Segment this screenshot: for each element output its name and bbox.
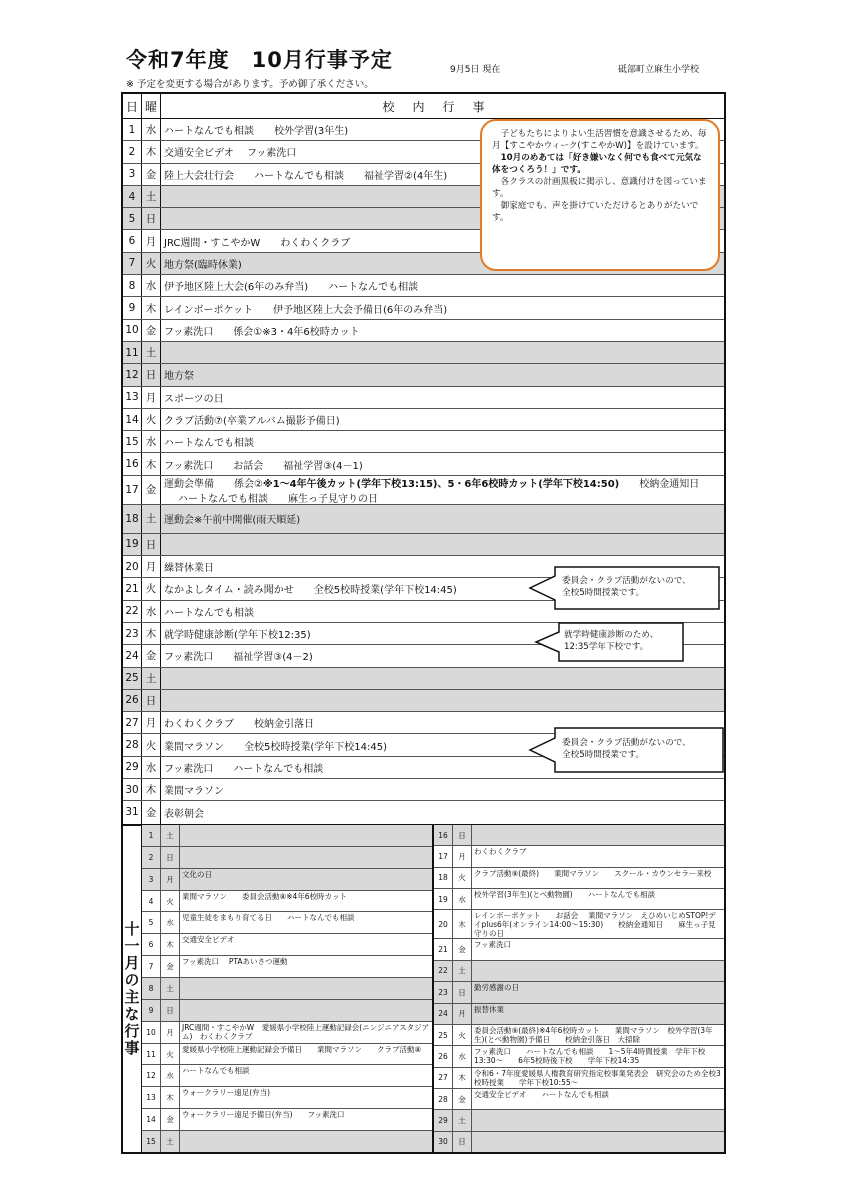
event-text: 業間マラソン [164,786,224,798]
event-text: 表彰朝会 [164,808,204,820]
weekday-cell: 土 [161,1131,180,1152]
november-row [142,978,432,1000]
weekday-cell: 月 [453,1004,472,1024]
note-text-4: 御家庭でも、声を掛けていただけるとありがたいです。 [492,201,699,223]
november-row [434,1089,724,1110]
day-cell: 9 [142,1000,161,1021]
weekday-cell: 月 [142,230,161,251]
event-cell: 勤労感謝の日 [474,983,519,993]
callout-text: 就学時健康診断のため、 [564,630,659,640]
november-row [142,1000,432,1022]
weekday-cell: 水 [161,1065,180,1086]
event-cell: 交通安全ビデオ [182,935,235,945]
event-text: クラブ活動⑦(卒業アルバム撮影予備日) [164,416,340,427]
day-cell: 2 [142,847,161,868]
weekday-cell: 日 [161,847,180,868]
day-cell: 29 [434,1110,453,1130]
event-text: わくわくクラブ 校納金引落日 [164,719,314,731]
november-schedule-table [121,824,726,1154]
note-text-1: 子どもたちによりよい生活習慣を意識させるため、毎月【すこやかウィーク(すこやかW)】を設けています。 [492,129,707,151]
weekday-cell: 水 [142,119,161,140]
day-cell: 26 [123,690,142,711]
day-cell: 21 [434,939,453,959]
november-row [142,956,432,978]
weekday-cell: 土 [453,1110,472,1130]
sukoyaka-week-note [480,119,720,271]
day-cell: 30 [434,1132,453,1152]
event-cell: 校外学習(3年生)(とべ動物園) ハートなんでも相談 [474,890,656,900]
event-cell: レインボーポケット お話会 業間マラソン えひめいじめSTOP!デイplus6年(オンライン14:00～15:30) 校納金通知日 麻生っ子見守りの日 [474,911,716,939]
callout-oct-21 [528,566,720,610]
event-text: 繰替休業日 [164,563,214,575]
event-cell: 業間マラソン 委員会活動⑧※4年6校時カット [182,891,347,901]
weekday-cell: 水 [142,757,161,778]
day-cell: 7 [142,956,161,977]
event-text: 運動会※午前中開催(雨天順延) [164,515,301,527]
header-events: 校内行事 [382,99,503,114]
weekday-cell: 日 [453,1132,472,1152]
day-cell: 13 [123,387,142,408]
weekday-cell: 金 [142,164,161,185]
weekday-cell: 火 [453,868,472,888]
day-cell: 13 [142,1087,161,1108]
event-cell: ハートなんでも相談 [182,1066,250,1076]
weekday-cell: 月 [142,387,161,408]
callout-text: 全校5時間授業です。 [562,588,645,598]
day-cell: 17 [434,846,453,866]
weekday-cell: 火 [142,409,161,430]
note-paragraph [492,152,708,176]
october-row [123,779,724,801]
event-cell [161,779,724,800]
day-cell: 11 [142,1044,161,1065]
weekday-cell: 火 [161,891,180,912]
day-cell: 24 [434,1004,453,1024]
day-cell: 1 [142,825,161,846]
weekday-cell: 金 [142,645,161,666]
day-cell: 10 [142,1022,161,1043]
event-cell: 振替休業 [474,1004,504,1014]
november-left-column [142,825,434,1152]
october-row [123,342,724,364]
event-cell: 令和6・7年度愛媛県人権教育研究指定校事業発表会 研究会のため全校3校時授業 学年下校10:55～ [474,1068,721,1087]
event-cell: 愛媛県小学校陸上運動記録会予備日 業間マラソン クラブ活動⑧ [182,1044,422,1054]
callout-oct-28 [528,727,724,773]
october-row [123,505,724,534]
weekday-cell: 土 [161,825,180,846]
weekday-cell: 木 [142,453,161,474]
day-cell: 12 [123,364,142,385]
weekday-cell: 日 [142,534,161,555]
event-cell [180,1000,432,1021]
weekday-cell: 水 [142,275,161,296]
change-notice: ※ 予定を変更する場合があります。予め御了承ください。 [126,79,374,90]
event-cell: フッ素洗口 ハートなんでも相談 1～5年4時間授業 学年下校13:30～ 6年5校時後下校 学年下校14:35 [474,1047,706,1066]
event-text: フッ素洗口 係会①※3・4年6校時カット [164,326,360,338]
weekday-cell: 日 [453,982,472,1002]
october-row [123,275,724,297]
event-text: 交通安全ビデオ フッ素洗口 [164,148,297,160]
weekday-cell: 土 [142,342,161,363]
day-cell: 26 [434,1046,453,1066]
event-text: フッ素洗口 ハートなんでも相談 [164,763,324,775]
weekday-cell: 火 [142,734,161,755]
event-cell: フッ素洗口 PTAあいさつ運動 [182,957,288,967]
weekday-cell: 月 [142,712,161,733]
november-row [142,1131,432,1152]
event-cell: 委員会活動⑨(最終)※4年6校時カット 業間マラソン 校外学習(3年生)(とべ動物園)予備日 校納金引落日 大掃除 [474,1025,713,1044]
day-cell: 18 [434,868,453,888]
weekday-cell: 木 [142,779,161,800]
weekday-cell: 木 [142,623,161,644]
day-cell: 16 [123,453,142,474]
day-cell: 7 [123,253,142,274]
event-cell: JRC週間・すこやかW 愛媛県小学校陸上運動記録会(ニンジニアスタジアム) わくわくクラブ [182,1022,430,1041]
event-text: ハートなんでも相談 [164,438,254,450]
day-cell: 22 [434,961,453,981]
weekday-cell: 日 [142,208,161,229]
day-cell: 23 [434,982,453,1002]
event-text-line2: ハートなんでも相談 麻生っ子見守りの日 [178,493,378,504]
event-text: 地方祭(臨時休業) [164,259,242,271]
october-row [123,387,724,409]
event-cell [161,409,724,430]
november-row [434,910,724,939]
day-cell: 4 [123,186,142,207]
callout-text: 全校5時間授業です。 [562,750,645,760]
event-cell [180,825,432,846]
november-row [142,825,432,847]
event-cell [180,978,432,999]
october-row [123,364,724,386]
event-text: ハートなんでも相談 [164,607,254,619]
day-cell: 6 [123,230,142,251]
event-cell [161,453,724,474]
weekday-cell: 木 [161,934,180,955]
event-cell [161,342,724,363]
day-cell: 15 [142,1131,161,1152]
october-row [123,297,724,319]
page-title: 令和7年度 10月行事予定 [126,48,393,72]
november-row [142,912,432,934]
day-cell: 23 [123,623,142,644]
event-cell: ウォークラリー遠足予備日(弁当) フッ素洗口 [182,1110,345,1120]
event-cell [161,476,724,504]
october-row [123,431,724,453]
weekday-cell: 木 [453,910,472,938]
event-cell [472,1110,724,1130]
day-cell: 19 [123,534,142,555]
weekday-cell: 日 [453,825,472,845]
day-cell: 10 [123,320,142,341]
day-cell: 31 [123,801,142,823]
day-cell: 20 [434,910,453,938]
weekday-cell: 火 [453,1025,472,1045]
weekday-cell: 水 [142,431,161,452]
event-cell: 児童生徒をまもり育てる日 ハートなんでも相談 [182,913,355,923]
event-cell [161,668,724,689]
event-text: 伊予地区陸上大会(6年のみ弁当) ハートなんでも相談 [164,282,419,294]
weekday-cell: 土 [161,978,180,999]
weekday-cell: 土 [453,961,472,981]
event-text: フッ素洗口 福祉学習③(4－2) [164,652,313,664]
day-cell: 30 [123,779,142,800]
event-cell: 交通安全ビデオ ハートなんでも相談 [474,1089,609,1099]
october-row [123,320,724,342]
header-day: 日 [123,94,142,118]
november-row [434,846,724,867]
weekday-cell: 月 [161,869,180,890]
november-row [142,1109,432,1131]
event-cell [472,961,724,981]
weekday-cell: 木 [161,1087,180,1108]
october-row [123,453,724,475]
event-cell [161,505,724,533]
weekday-cell: 日 [161,1000,180,1021]
october-row [123,801,724,823]
november-row [434,939,724,960]
weekday-cell: 月 [453,846,472,866]
day-cell: 6 [142,934,161,955]
callout-text: 12:35学年下校です。 [564,642,649,652]
event-text: スポーツの日 [164,393,224,405]
weekday-cell: 火 [142,253,161,274]
november-row [142,1044,432,1066]
weekday-cell: 金 [453,939,472,959]
event-cell [472,825,724,845]
october-row [123,534,724,556]
november-row [434,982,724,1003]
november-row [434,1132,724,1152]
october-row [123,409,724,431]
note-paragraph [492,176,708,200]
november-row [434,825,724,846]
weekday-cell: 木 [142,141,161,162]
event-cell [161,801,724,823]
day-cell: 16 [434,825,453,845]
weekday-cell: 水 [453,889,472,909]
callout-text: 委員会・クラブ活動がないので、 [562,576,691,586]
callout-text: 委員会・クラブ活動がないので、 [562,738,691,748]
as-of-date: 9月5日 現在 [450,65,501,75]
event-text: 業間マラソン 全校5校時授業(学年下校14:45) [164,741,387,753]
event-text: ハートなんでも相談 校外学習(3年生) [164,126,349,138]
weekday-cell: 火 [142,578,161,599]
day-cell: 3 [142,869,161,890]
day-cell: 28 [434,1089,453,1109]
note-text-3: 各クラスの計画黒板に掲示し、意識付けを図っています。 [492,177,707,199]
day-cell: 8 [142,978,161,999]
day-cell: 21 [123,578,142,599]
weekday-cell: 金 [142,320,161,341]
event-cell [161,297,724,318]
november-row [142,1065,432,1087]
day-cell: 27 [123,712,142,733]
november-row [434,961,724,982]
day-cell: 4 [142,891,161,912]
day-cell: 9 [123,297,142,318]
event-cell [180,1131,432,1152]
november-row [142,869,432,891]
weekday-cell: 水 [453,1046,472,1066]
day-cell: 19 [434,889,453,909]
note-paragraph [492,128,708,152]
day-cell: 11 [123,342,142,363]
weekday-cell: 木 [453,1068,472,1088]
event-cell [161,690,724,711]
event-cell: フッ素洗口 [474,940,511,950]
weekday-cell: 水 [142,601,161,622]
note-paragraph [492,200,708,224]
event-text: なかよしタイム・読み聞かせ 全校5校時授業(学年下校14:45) [164,585,457,597]
day-cell: 29 [123,757,142,778]
day-cell: 25 [434,1025,453,1045]
school-name: 砥部町立麻生小学校 [618,65,700,75]
day-cell: 14 [142,1109,161,1130]
event-cell: ウォークラリー遠足(弁当) [182,1088,271,1098]
note-text-2: 10月のめあては「好き嫌いなく何でも食べて元気な体をつくろう！」です。 [492,153,702,175]
header-weekday: 曜 [142,94,161,118]
november-row [434,1110,724,1131]
event-text: 地方祭 [164,371,194,383]
day-cell: 25 [123,668,142,689]
day-cell: 1 [123,119,142,140]
day-cell: 5 [123,208,142,229]
november-row [142,1087,432,1109]
november-row [434,1004,724,1025]
day-cell: 5 [142,912,161,933]
november-row [142,891,432,913]
event-text: 就学時健康診断(学年下校12:35) [164,630,311,642]
day-cell: 14 [123,409,142,430]
weekday-cell: 土 [142,186,161,207]
day-cell: 27 [434,1068,453,1088]
november-row [434,1068,724,1089]
day-cell: 12 [142,1065,161,1086]
day-cell: 18 [123,505,142,533]
event-cell [161,364,724,385]
october-row [123,668,724,690]
event-text: 陸上大会壮行会 ハートなんでも相談 福祉学習②(4年生) [164,170,448,182]
weekday-cell: 土 [142,505,161,533]
event-cell: 文化の日 [182,869,212,879]
event-cell [161,534,724,555]
event-text: 運動会準備 係会②※1～4年午後カット(学年下校13:15)、5・6年6校時カット(学年下校14:50) 校納金通知日 [164,478,700,490]
day-cell: 20 [123,556,142,577]
event-cell: わくわくクラブ [474,847,527,857]
weekday-cell: 金 [161,1109,180,1130]
november-row [142,934,432,956]
november-row [142,847,432,869]
day-cell: 22 [123,601,142,622]
november-row [434,1046,724,1067]
weekday-cell: 土 [142,668,161,689]
event-cell [161,387,724,408]
weekday-cell: 木 [142,297,161,318]
weekday-cell: 月 [142,556,161,577]
day-cell: 24 [123,645,142,666]
weekday-cell: 火 [161,1044,180,1065]
november-row [142,1022,432,1044]
day-cell: 15 [123,431,142,452]
event-text: JRC週間・すこやかW わくわくクラブ [164,237,351,249]
weekday-cell: 金 [453,1089,472,1109]
event-text: フッ素洗口 お話会 福祉学習③(4－1) [164,460,363,472]
day-cell: 17 [123,476,142,504]
weekday-cell: 月 [161,1022,180,1043]
event-cell [161,275,724,296]
weekday-cell: 金 [142,801,161,823]
day-cell: 3 [123,164,142,185]
event-text: レインボーポケット 伊予地区陸上大会予備日(6年のみ弁当) [164,304,448,316]
event-cell [180,847,432,868]
weekday-cell: 日 [142,364,161,385]
weekday-cell: 金 [142,476,161,504]
weekday-cell: 水 [161,912,180,933]
october-table-header [123,94,724,119]
event-cell: クラブ活動⑨(最終) 業間マラソン スクール・カウンセラー来校 [474,868,712,878]
november-row [434,868,724,889]
weekday-cell: 金 [161,956,180,977]
day-cell: 8 [123,275,142,296]
event-cell [161,320,724,341]
day-cell: 28 [123,734,142,755]
event-cell [161,431,724,452]
november-right-column [434,825,724,1152]
event-cell [472,1132,724,1152]
weekday-cell: 日 [142,690,161,711]
november-label: 十一月の主な行事 [123,825,142,1152]
callout-oct-23 [534,622,684,662]
november-row [434,889,724,910]
october-row [123,690,724,712]
day-cell: 2 [123,141,142,162]
november-row [434,1025,724,1046]
october-row [123,476,724,505]
